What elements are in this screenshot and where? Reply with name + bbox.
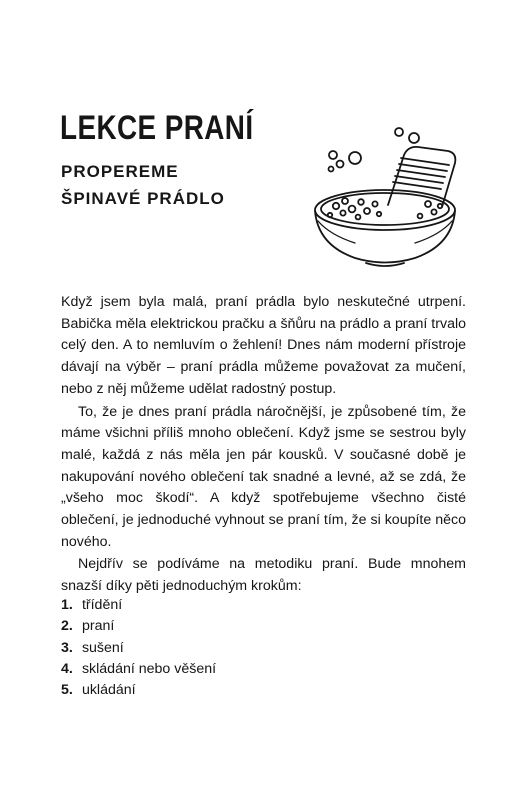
- list-item: [61, 638, 216, 659]
- step-label: třídění: [81, 597, 123, 613]
- step-number: 4.: [61, 660, 73, 677]
- list-item: [61, 659, 216, 680]
- subtitle-line: PROPEREME: [61, 162, 179, 181]
- body-text: [61, 292, 466, 598]
- paragraph: Nejdřív se podíváme na metodiku praní. Bude mnohem snazší díky pěti jednoduchým krokům:: [61, 556, 466, 595]
- step-label: sušení: [81, 639, 124, 656]
- list-item: [61, 616, 216, 637]
- step-number: 1.: [61, 597, 73, 613]
- step-label: skládání nebo věšení: [81, 660, 217, 677]
- step-number: 2.: [61, 618, 73, 635]
- chapter-subtitle: [61, 158, 225, 212]
- paragraph: To, že je dnes praní prádla náročnější, je způsobené tím, že máme všichni příliš mnoho oblečení. Když jsme se sestrou byly malé, každá z nás měla jen pár kousků. V současné době je nakupování nového oblečení tak snadné a levné, až se zdá, že „všeho moc škodí“. A když spotřebujeme všechno čisté oblečení, je jednoduché vyhnout se praní tím, že si koupíte něco nového.: [61, 403, 466, 550]
- step-number: 3.: [61, 639, 73, 656]
- subtitle-line: ŠPINAVÉ PRÁDLO: [61, 189, 225, 208]
- list-item: [61, 680, 216, 701]
- list-item: [61, 595, 216, 616]
- steps-list: [61, 595, 216, 701]
- chapter-title: LEKCE PRANÍ: [60, 109, 254, 147]
- step-label: praní: [81, 618, 115, 635]
- step-label: ukládání: [81, 682, 136, 699]
- washbasin-washboard-icon: [300, 125, 470, 270]
- paragraph: Když jsem byla malá, praní prádla bylo neskutečné utrpení. Babička měla elektrickou pračku a šňůru na prádlo a praní trvalo celý den. A to nemluvím o žehlení! Dnes nám moderní přístroje dávají na výběr – praní prádla můžeme považovat za mučení, nebo z něj můžeme udělat radostný postup.: [61, 294, 466, 397]
- step-number: 5.: [61, 682, 73, 699]
